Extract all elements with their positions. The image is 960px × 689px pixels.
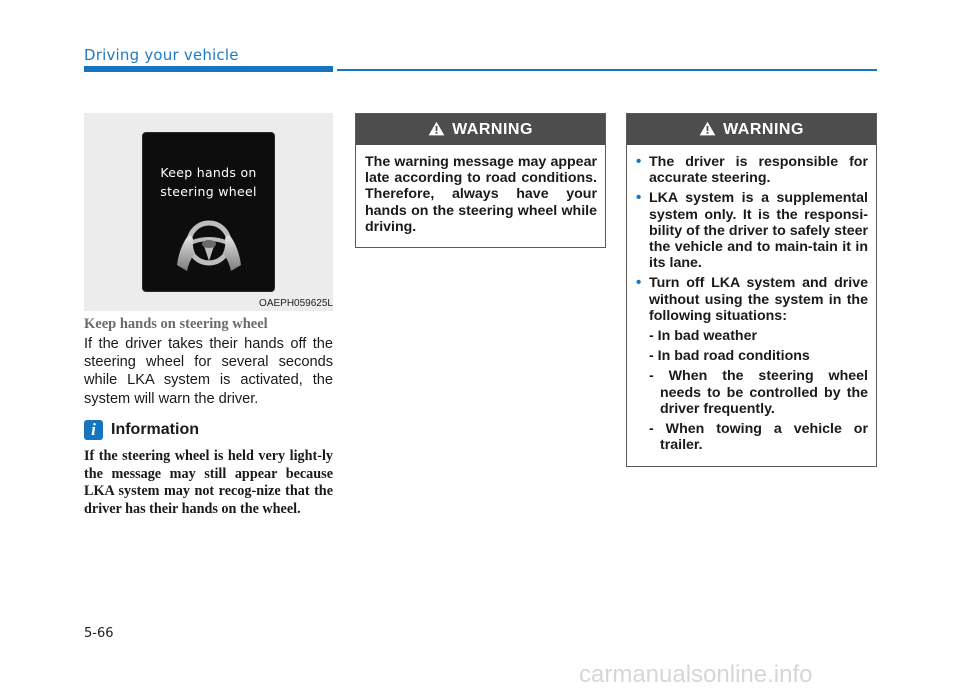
cluster-display [142, 132, 275, 292]
header-rule-thick [84, 66, 333, 72]
warning-label-2: WARNING [723, 121, 804, 138]
cluster-message-line1: Keep hands on [160, 165, 257, 180]
warning-triangle-icon [699, 121, 716, 136]
warning-bullet-text: Turn off LKA system and drive without using the system in the following situations: [649, 275, 868, 324]
header-rule-thin [337, 69, 877, 71]
section-title: Keep hands on steering wheel [84, 316, 268, 332]
cluster-message-line2: steering wheel [160, 184, 257, 199]
situation-item: - In bad weather [649, 328, 757, 345]
watermark: carmanualsonline.info [579, 661, 813, 688]
warning-bullet-list [636, 154, 868, 453]
cluster-message [143, 163, 274, 201]
information-icon: i [84, 420, 103, 440]
hands-on-wheel-icon [173, 213, 245, 275]
page-header-title: Driving your vehicle [84, 46, 239, 64]
warning-body-2 [627, 145, 876, 467]
warning-body-1: The warning message may appear late according to road conditions. Therefore, always have your hands on the steering wheel while driving. [365, 154, 597, 235]
warning-header-1 [356, 114, 605, 145]
cluster-figure [84, 113, 333, 311]
figure-code: OAEPH059625L [259, 298, 333, 309]
situation-list [649, 328, 868, 453]
situation-item: - In bad road conditions [649, 348, 810, 365]
warning-box-2 [626, 113, 877, 467]
situation-item: - When towing a vehicle or trailer. [649, 421, 868, 454]
warning-bullet: • LKA system is a supplemental system only. It is the responsi-bility of the driver to safely steer the vehicle and to main-tain it in its lane. [636, 190, 868, 271]
section-body: If the driver takes their hands off the steering wheel for several seconds while LKA system is activated, the system will warn the driver. [84, 336, 333, 407]
warning-bullet [636, 275, 868, 453]
warning-bullet: • The driver is responsible for accurate steering. [636, 154, 868, 186]
warning-label-1: WARNING [452, 121, 533, 138]
information-label: Information [111, 421, 199, 438]
page-number: 5-66 [84, 626, 114, 641]
information-body: If the steering wheel is held very light-ly the message may still appear because LKA system may not recog-nize that the driver has their hands on the wheel. [84, 448, 333, 517]
warning-header-2 [627, 114, 876, 145]
situation-item: - When the steering wheel needs to be controlled by the driver frequently. [649, 368, 868, 417]
warning-box-1 [355, 113, 606, 248]
warning-triangle-icon [428, 121, 445, 136]
